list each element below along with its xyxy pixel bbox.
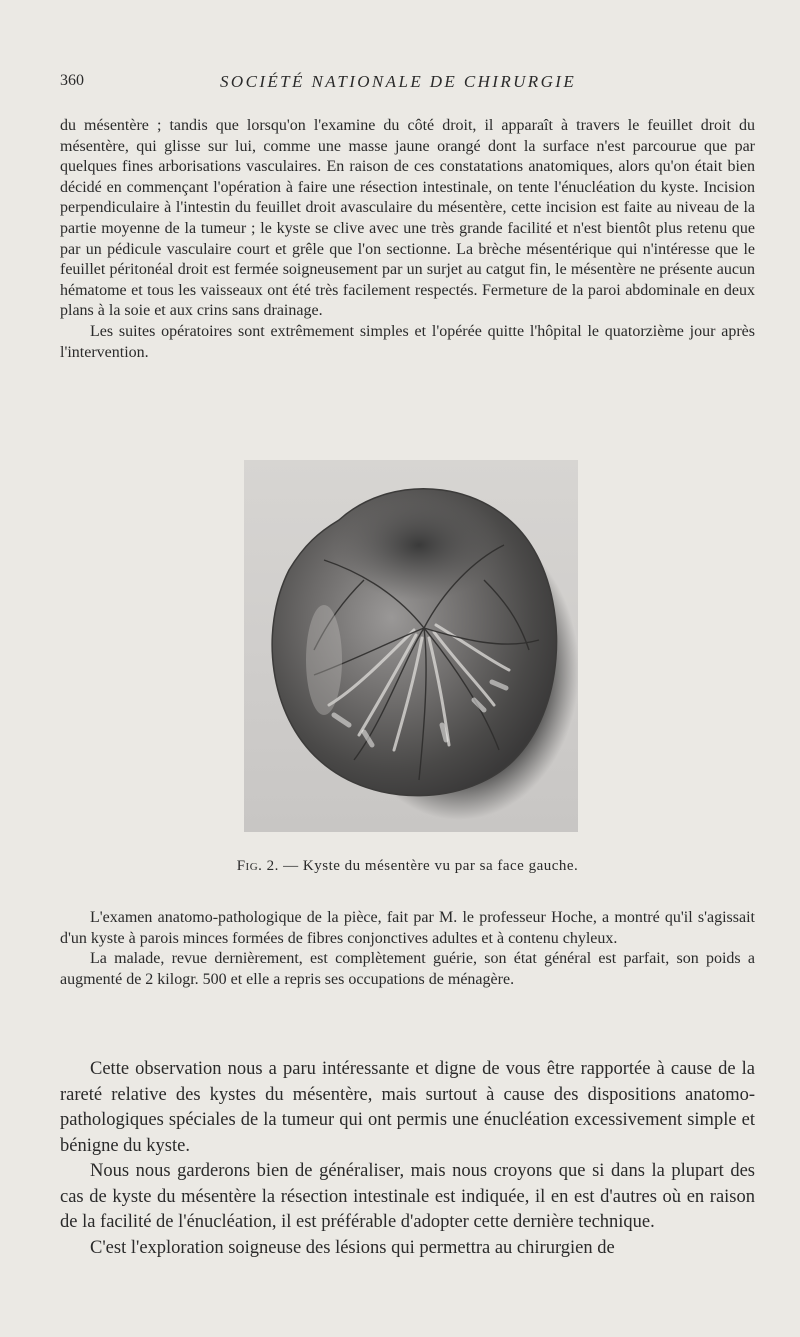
text-block-middle xyxy=(60,908,755,990)
cyst-photograph-drawing xyxy=(244,460,578,832)
text-block-bottom xyxy=(60,1057,755,1261)
page-number: 360 xyxy=(60,72,84,89)
figure-label: Fig. 2. xyxy=(236,858,279,874)
page-header xyxy=(60,72,755,94)
text-block-top xyxy=(60,116,755,363)
paragraph: La malade, revue dernièrement, est complètement guérie, son état général est parfait, son poids a augmenté de 2 kilogr. 500 et elle a repris ses occupations de ménagère. xyxy=(60,950,755,988)
cyst-photograph xyxy=(244,460,578,832)
paragraph: C'est l'exploration soigneuse des lésions qui permettra au chirurgien de xyxy=(90,1237,615,1258)
paragraph: Les suites opératoires sont extrêmement simples et l'opérée quitte l'hôpital le quatorzième jour après l'intervention. xyxy=(60,322,755,361)
paragraph: Nous nous garderons bien de généraliser, mais nous croyons que si dans la plupart des cas de kyste du mésentère la résection intestinale est indiquée, il en est d'autres où en raison de la facilité de l'énucléation, il est préférable d'adopter cette dernière technique. xyxy=(60,1161,755,1232)
paragraph: du mésentère ; tandis que lorsqu'on l'examine du côté droit, il apparaît à travers le feuillet droit du mésentère, qui glisse sur lui, comme une masse jaune orangé dont la surface n'est parcourue que par quelques fines arborisations vasculaires. En raison de ces constatations anatomiques, alors qu'on était bien décidé en commençant l'opération à faire une résection intestinale, on tente l'énucléation du kyste. Incision perpendiculaire à l'intestin du feuillet droit avasculaire du mésentère, cette incision est faite au niveau de la partie moyenne de la tumeur ; le kyste se clive avec une très grande facilité et n'est bientôt plus retenu que par un pédicule vasculaire court et grêle que l'on sectionne. La brèche mésentérique qui n'intéresse que le feuillet péritonéal droit est fermée soigneusement par un surjet au catgut fin, le mésentère ne présente aucun hématome et tous les vaisseaux ont été très facilement respectés. Fermeture de la paroi abdominale en deux plans à la soie et aux crins sans drainage. xyxy=(60,117,755,320)
paragraph: Cette observation nous a paru intéressante et digne de vous être rapportée à cause de la rareté relative des kystes du mésentère, mais surtout à cause des dispositions anatomo-pathologiques spéciales de la tumeur qui ont permis une énucléation excessivement simple et bénigne du kyste. xyxy=(60,1059,755,1156)
paragraph: L'examen anatomo-pathologique de la pièce, fait par M. le professeur Hoche, a montré qu'il s'agissait d'un kyste à parois minces formées de fibres conjonctives adultes et à contenu chyleux. xyxy=(60,909,755,947)
figure-caption-text: — Kyste du mésentère vu par sa face gauche. xyxy=(283,858,579,874)
running-title: SOCIÉTÉ NATIONALE DE CHIRURGIE xyxy=(220,72,577,91)
figure-caption xyxy=(60,858,755,875)
